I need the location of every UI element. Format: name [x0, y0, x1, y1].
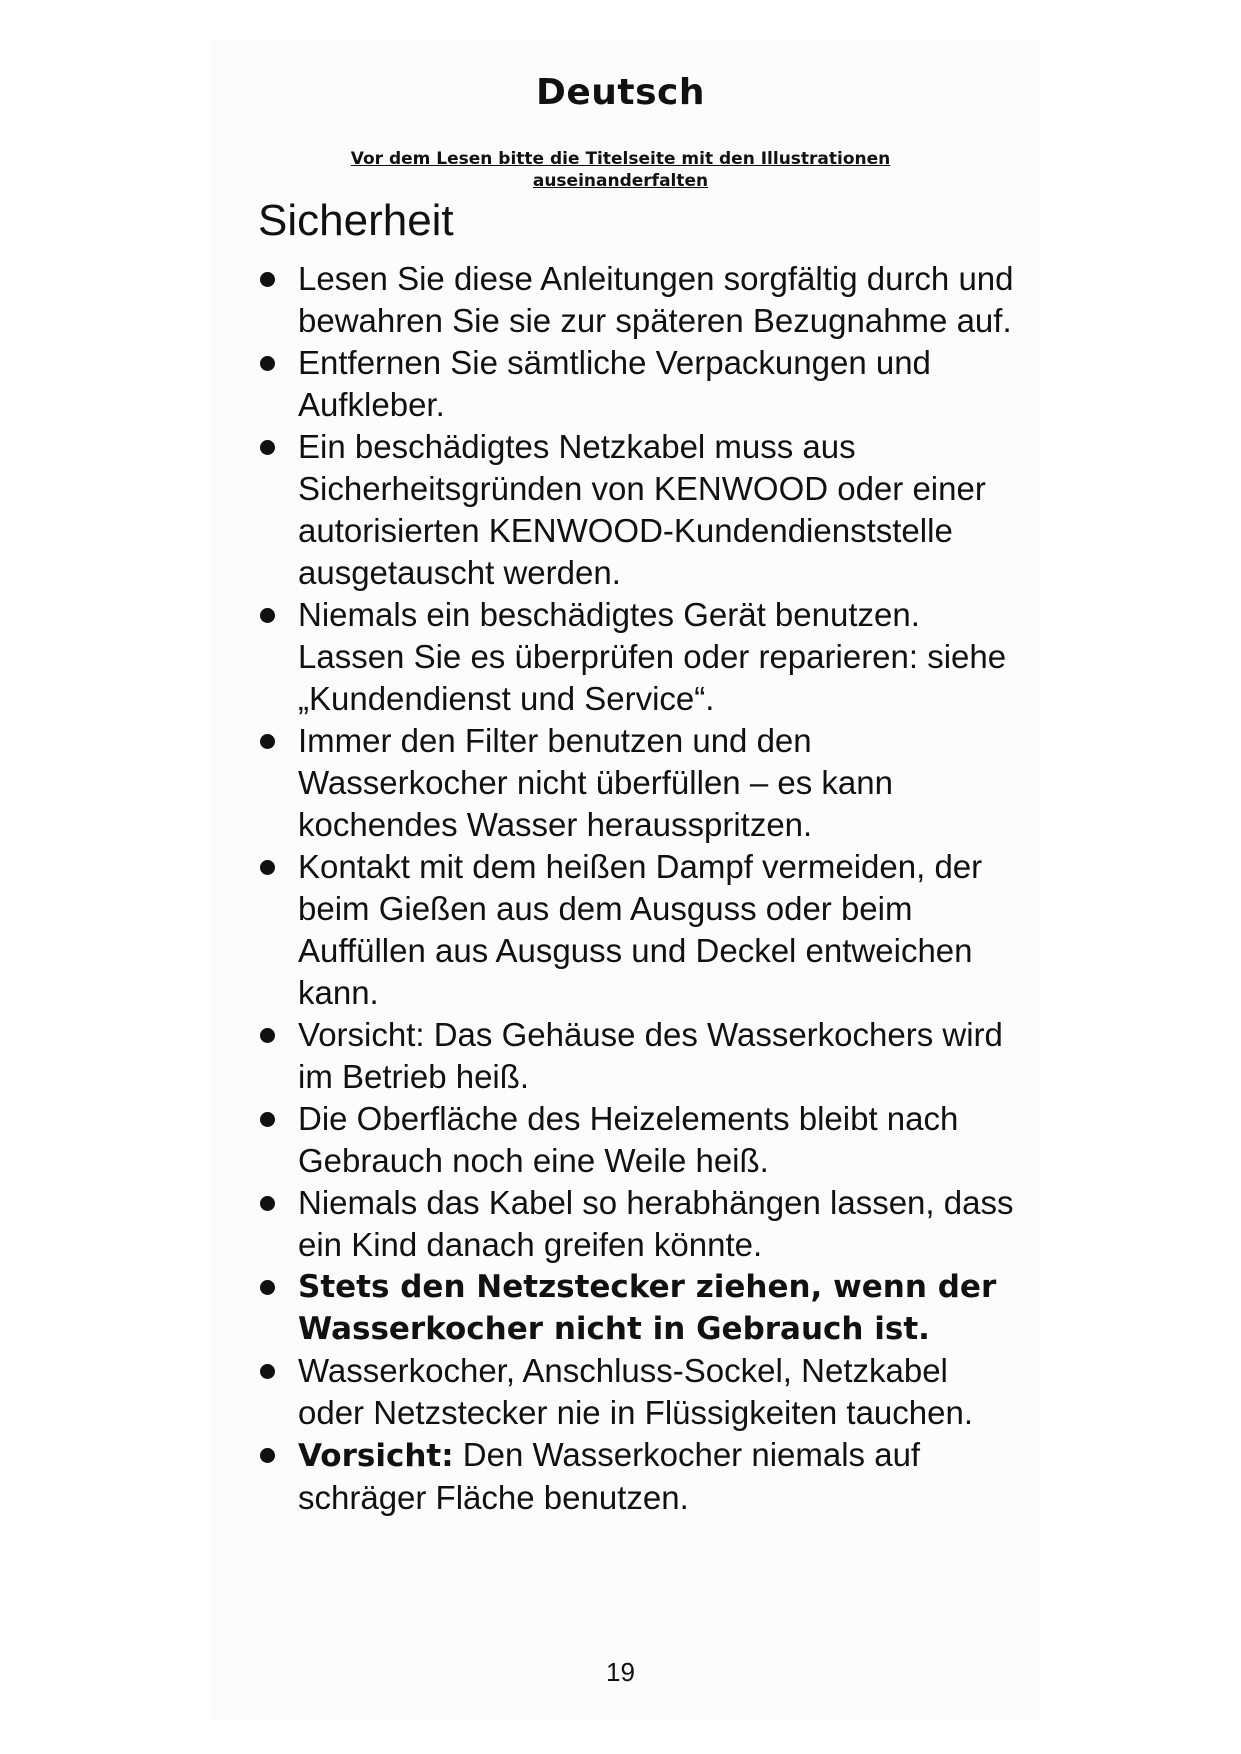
page-number: 19: [606, 1657, 635, 1687]
list-item-text: Vorsicht: Das Gehäuse des Wasserkochers wird im Betrieb heiß.: [298, 1016, 1003, 1095]
list-item: [260, 1014, 1020, 1098]
bullet-icon: [260, 1028, 275, 1043]
bullet-icon: [260, 272, 275, 287]
bullet-icon: [260, 1364, 275, 1379]
list-item-text: Den Wasserkocher niemals auf schräger Fläche benutzen.: [298, 1436, 921, 1516]
section-title: Sicherheit: [258, 196, 454, 245]
notice-line-1: Vor dem Lesen bitte die Titelseite mit den Illustrationen: [350, 149, 891, 169]
list-item: [260, 1182, 1020, 1266]
list-item-text: Wasserkocher, Anschluss-Sockel, Netzkabel oder Netzstecker nie in Flüssigkeiten tauchen.: [298, 1352, 974, 1431]
fold-out-notice: [0, 148, 1241, 192]
list-item: [260, 594, 1020, 720]
list-item: [260, 1098, 1020, 1182]
bullet-icon: [260, 608, 275, 623]
list-item-text: Stets den Netzstecker ziehen, wenn der Wasserkocher nicht in Gebrauch ist.: [298, 1269, 997, 1347]
language-title: Deutsch: [535, 72, 706, 113]
list-item: [260, 1434, 1020, 1519]
list-item: [260, 720, 1020, 846]
list-item-text: Lesen Sie diese Anleitungen sorgfältig durch und bewahren Sie sie zur späteren Bezugnahme auf.: [298, 260, 1014, 339]
bullet-icon: [260, 440, 275, 455]
list-item: [260, 258, 1020, 342]
bullet-icon: [260, 1448, 275, 1463]
safety-list: [260, 258, 1020, 1519]
bullet-icon: [260, 734, 275, 749]
bullet-icon: [260, 356, 275, 371]
list-item-emphasized: [260, 1266, 1020, 1350]
list-item-text: Die Oberfläche des Heizelements bleibt nach Gebrauch noch eine Weile heiß.: [298, 1100, 959, 1179]
bullet-icon: [260, 1112, 275, 1127]
list-item: [260, 342, 1020, 426]
list-item-text: Niemals ein beschädigtes Gerät benutzen. Lassen Sie es überprüfen oder reparieren: siehe „Kundendienst und Service“.: [298, 596, 1007, 717]
list-item: [260, 846, 1020, 1014]
list-item-text: Ein beschädigtes Netzkabel muss aus Sicherheitsgründen von KENWOOD oder einer autorisierten KENWOOD-Kundendienststelle ausgetauscht werden.: [298, 428, 986, 591]
bullet-icon: [260, 860, 275, 875]
list-item: [260, 426, 1020, 594]
list-item-text: Entfernen Sie sämtliche Verpackungen und Aufkleber.: [298, 344, 931, 423]
caution-lead: Vorsicht:: [298, 1438, 454, 1474]
list-item-text: Kontakt mit dem heißen Dampf vermeiden, der beim Gießen aus dem Ausguss oder beim Auffüllen aus Ausguss und Deckel entweichen kann.: [298, 848, 983, 1011]
list-item-text: Immer den Filter benutzen und den Wasserkocher nicht überfüllen – es kann kochendes Wasser herausspritzen.: [298, 722, 893, 843]
list-item: [260, 1350, 1020, 1434]
bullet-icon: [260, 1280, 275, 1295]
notice-line-2: auseinanderfalten: [532, 171, 709, 191]
bullet-icon: [260, 1196, 275, 1211]
list-item-text: Niemals das Kabel so herabhängen lassen, dass ein Kind danach greifen könnte.: [298, 1184, 1014, 1263]
